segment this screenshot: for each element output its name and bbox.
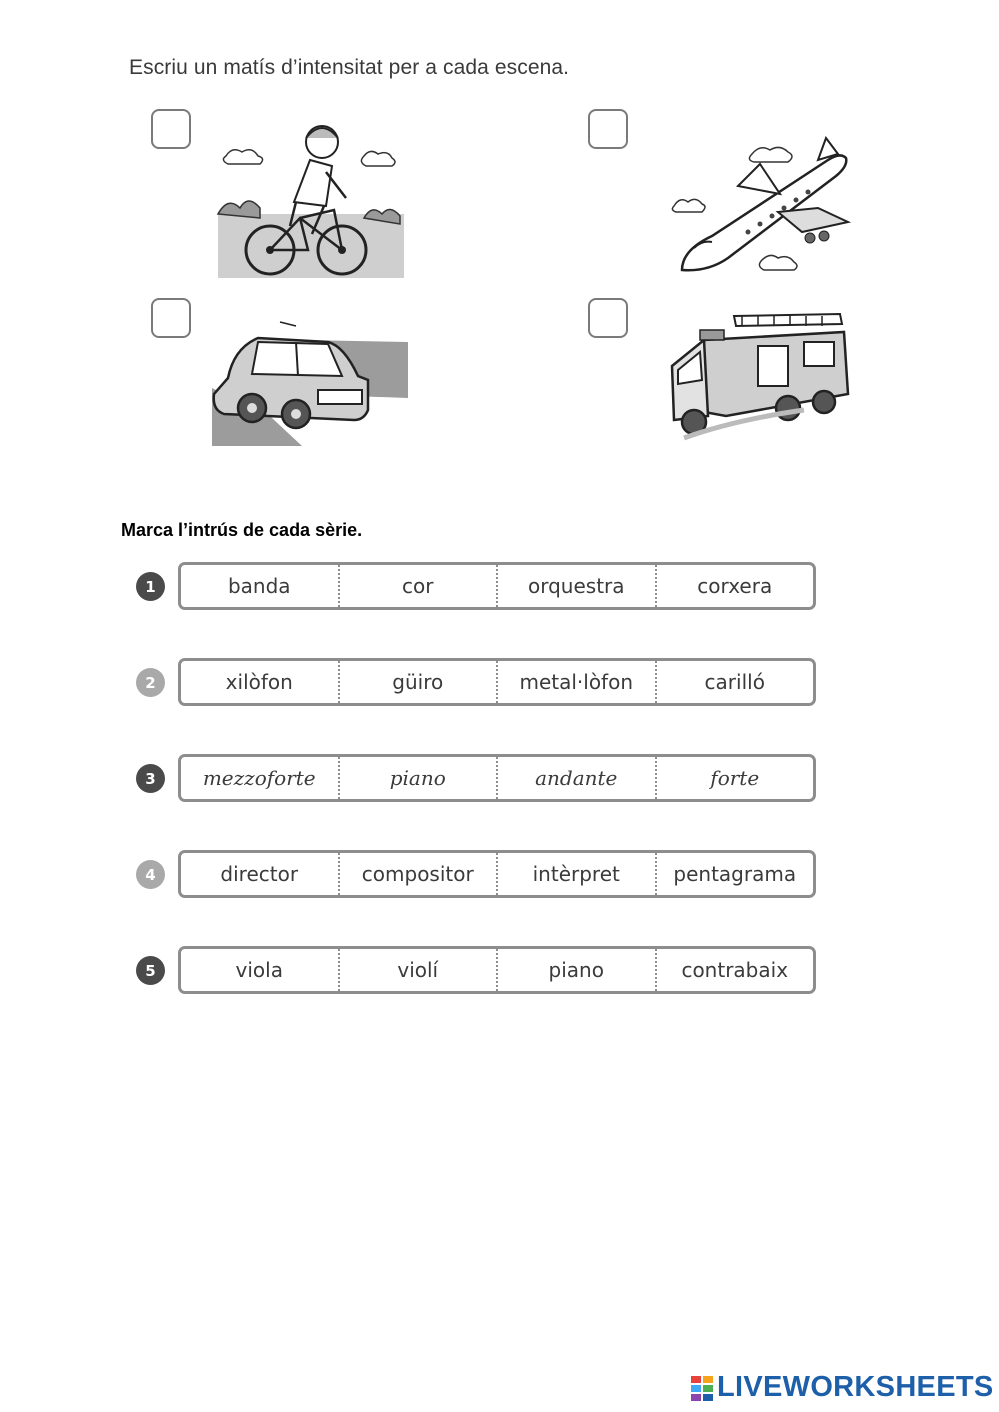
series-option[interactable]: compositor <box>340 853 499 895</box>
series-option[interactable]: piano <box>340 757 499 799</box>
series-row-5 <box>136 946 818 996</box>
series-option[interactable]: carilló <box>704 670 765 694</box>
series-option[interactable]: pentagrama <box>673 862 797 886</box>
series-option[interactable]: contrabaix <box>681 958 789 982</box>
series-option[interactable]: director <box>181 853 340 895</box>
series-number-badge: 3 <box>136 764 165 793</box>
answer-box-cyclist[interactable] <box>151 109 191 149</box>
series-row-2 <box>136 658 818 708</box>
series-option[interactable]: forte <box>710 766 760 790</box>
series-option[interactable]: güiro <box>340 661 499 703</box>
series-option[interactable]: andante <box>498 757 657 799</box>
liveworksheets-logo-text: LIVEWORKSHEETS <box>717 1371 994 1403</box>
series-option[interactable]: violí <box>340 949 499 991</box>
fire-truck-illustration <box>664 310 864 444</box>
series-row-3 <box>136 754 818 804</box>
series-number-badge: 5 <box>136 956 165 985</box>
answer-box-car[interactable] <box>151 298 191 338</box>
series-box <box>178 754 816 802</box>
series-option[interactable]: metal·lòfon <box>498 661 657 703</box>
answer-box-airplane[interactable] <box>588 109 628 149</box>
airplane-illustration <box>668 136 860 282</box>
series-number-badge: 4 <box>136 860 165 889</box>
series-option[interactable]: corxera <box>697 574 773 598</box>
cyclist-illustration <box>214 122 410 284</box>
series-option[interactable]: xilòfon <box>181 661 340 703</box>
series-option[interactable]: piano <box>498 949 657 991</box>
liveworksheets-logo-icon <box>690 1375 714 1401</box>
series-box <box>178 946 816 994</box>
exercise1-instruction: Escriu un matís d’intensitat per a cada escena. <box>129 56 570 79</box>
series-option[interactable]: orquestra <box>498 565 657 607</box>
series-number-badge: 2 <box>136 668 165 697</box>
series-row-1 <box>136 562 818 612</box>
series-option[interactable]: banda <box>181 565 340 607</box>
exercise2-instruction: Marca l’intrús de cada sèrie. <box>121 520 363 540</box>
series-number-badge: 1 <box>136 572 165 601</box>
series-box <box>178 658 816 706</box>
liveworksheets-logo[interactable] <box>690 1371 994 1404</box>
series-box <box>178 562 816 610</box>
series-option[interactable]: intèrpret <box>498 853 657 895</box>
series-row-4 <box>136 850 818 900</box>
car-illustration <box>212 318 408 446</box>
series-option[interactable]: cor <box>340 565 499 607</box>
series-box <box>178 850 816 898</box>
series-option[interactable]: mezzoforte <box>181 757 340 799</box>
answer-box-fire-truck[interactable] <box>588 298 628 338</box>
series-option[interactable]: viola <box>181 949 340 991</box>
